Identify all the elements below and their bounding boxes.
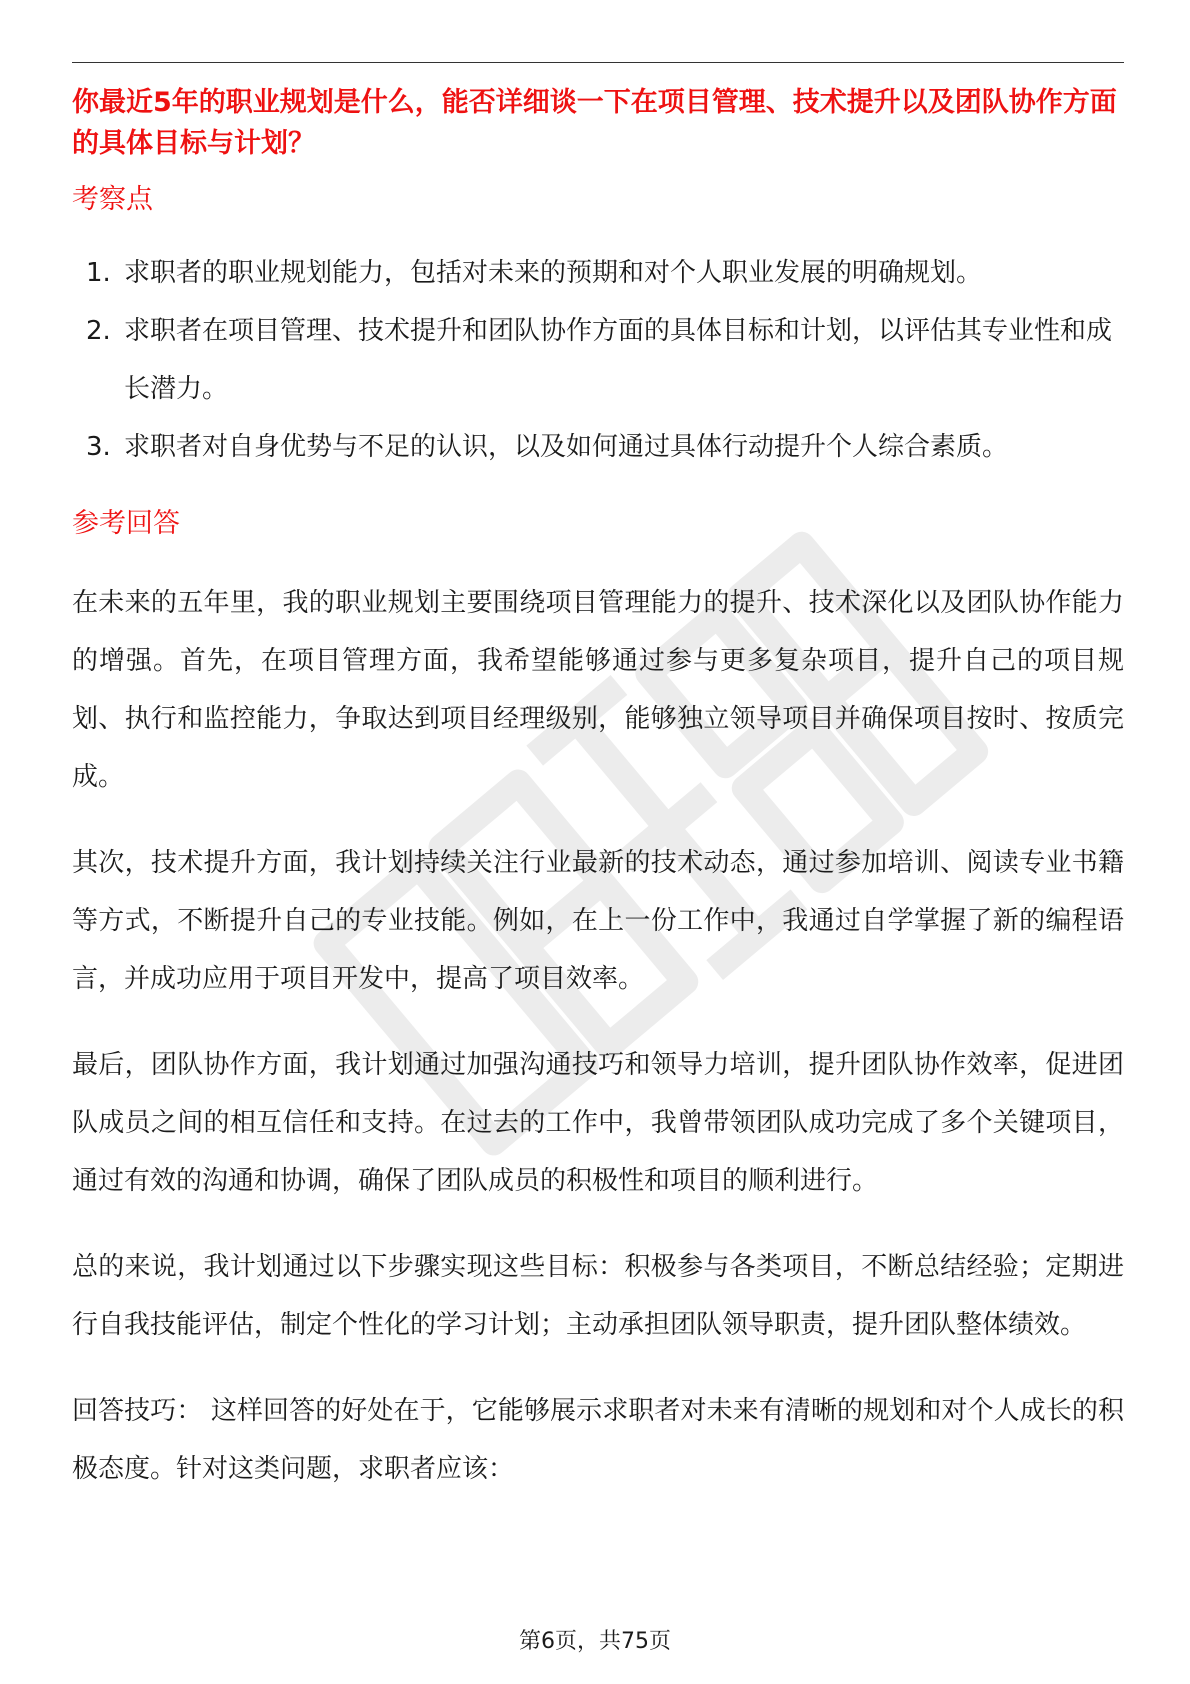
- list-item-number: 2.: [86, 316, 111, 346]
- content-area: [72, 82, 1124, 1498]
- question-title: 你最近5年的职业规划是什么，能否详细谈一下在项目管理、技术提升以及团队协作方面的具体目标与计划？: [72, 87, 1117, 159]
- answer-tips-paragraph: 回答技巧： 这样回答的好处在于，它能够展示求职者对未来有清晰的规划和对个人成长的积极态度。针对这类问题，求职者应该：: [72, 1396, 1124, 1484]
- list-item: [72, 244, 1124, 302]
- answer-paragraph: 其次，技术提升方面，我计划持续关注行业最新的技术动态，通过参加培训、阅读专业书籍等方式，不断提升自己的专业技能。例如，在上一份工作中，我通过自学掌握了新的编程语言，并成功应用于项目开发中，提高了项目效率。: [72, 848, 1124, 994]
- list-item: [72, 302, 1124, 418]
- list-item-text: 求职者在项目管理、技术提升和团队协作方面的具体目标和计划，以评估其专业性和成长潜力。: [124, 316, 1113, 404]
- page-number-footer: 第6页，共75页: [519, 1629, 671, 1654]
- answer-paragraph: 最后，团队协作方面，我计划通过加强沟通技巧和领导力培训，提升团队协作效率，促进团队成员之间的相互信任和支持。在过去的工作中，我曾带领团队成功完成了多个关键项目，通过有效的沟通和协调，确保了团队成员的积极性和项目的顺利进行。: [72, 1050, 1124, 1196]
- list-item-text: 求职者对自身优势与不足的认识，以及如何通过具体行动提升个人综合素质。: [124, 432, 1009, 462]
- list-item-text: 求职者的职业规划能力，包括对未来的预期和对个人职业发展的明确规划。: [124, 258, 983, 288]
- answer-paragraph: 在未来的五年里，我的职业规划主要围绕项目管理能力的提升、技术深化以及团队协作能力的增强。首先，在项目管理方面，我希望能够通过参与更多复杂项目，提升自己的项目规划、执行和监控能力，争取达到项目经理级别，能够独立领导项目并确保项目按时、按质完成。: [72, 588, 1124, 792]
- top-divider: [72, 62, 1124, 63]
- reference-answer-heading: 参考回答: [72, 508, 180, 539]
- list-item-number: 3.: [86, 432, 111, 462]
- list-item: [72, 418, 1124, 476]
- answer-paragraph: 总的来说，我计划通过以下步骤实现这些目标：积极参与各类项目，不断总结经验；定期进行自我技能评估，制定个性化的学习计划；主动承担团队领导职责，提升团队整体绩效。: [72, 1252, 1124, 1340]
- examination-points-heading: 考察点: [72, 184, 153, 215]
- list-item-number: 1.: [86, 258, 111, 288]
- examination-points-list: [72, 244, 1124, 476]
